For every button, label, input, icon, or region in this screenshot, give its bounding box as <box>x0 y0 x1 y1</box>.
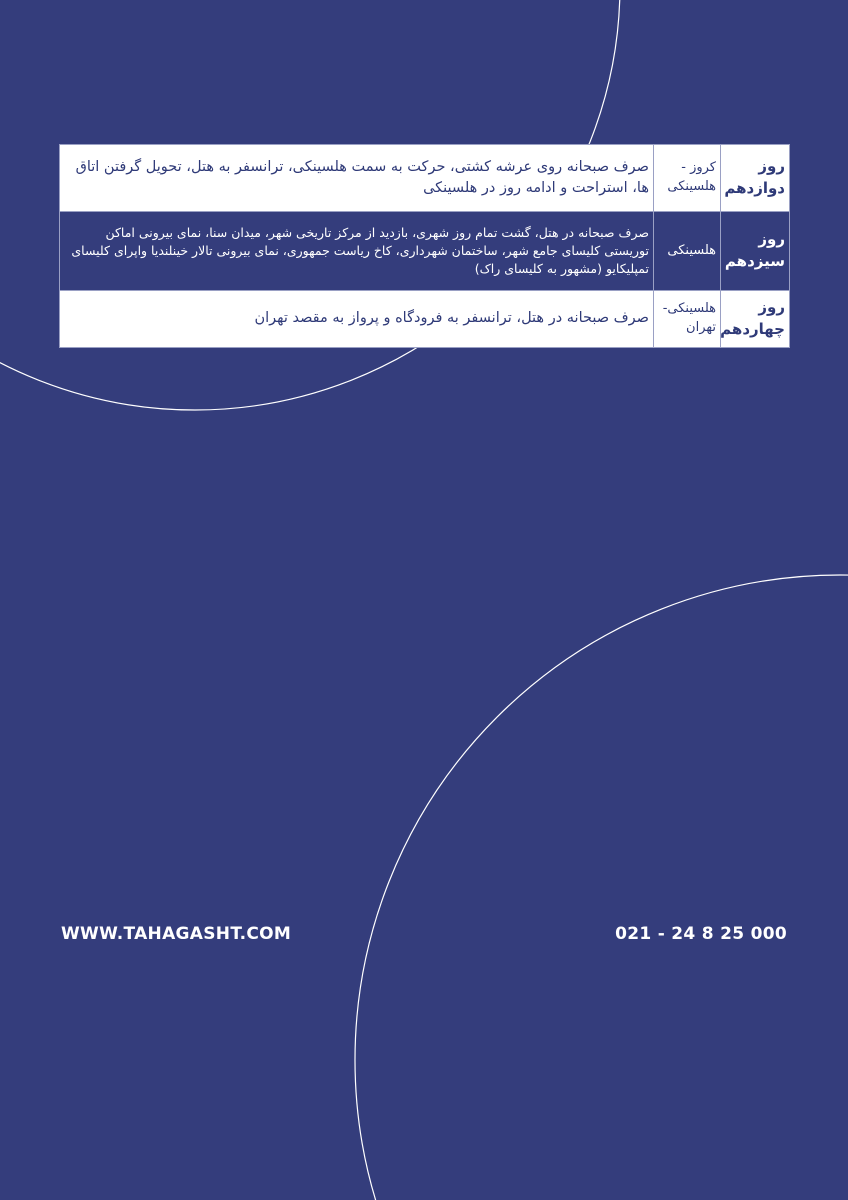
decorative-circle-bottom <box>355 575 848 1200</box>
city-cell: هلسینکی- تهران <box>654 291 721 348</box>
table-row <box>60 291 790 348</box>
website-link[interactable]: WWW.TAHAGASHT.COM <box>61 924 292 944</box>
city-cell: کروز - هلسینکی <box>654 145 721 212</box>
table-row <box>60 145 790 212</box>
day-cell: روز سیزدهم <box>721 212 790 291</box>
description-cell: صرف صبحانه در هتل، گشت تمام روز شهری، بازدید از مرکز تاریخی شهر، میدان سنا، نمای بیرونی اماکن توریستی کلیسای جامع شهر، ساختمان شهرداری، کاخ ریاست جمهوری، نمای بیرونی تالار خینلندیا واپرای کلیسای تمپلیکایو (مشهور به کلیسای راک) <box>60 212 654 291</box>
day-cell: روز چهاردهم <box>721 291 790 348</box>
itinerary-table <box>59 144 790 348</box>
city-cell: هلسینکی <box>654 212 721 291</box>
description-cell: صرف صبحانه روی عرشه کشتی، حرکت به سمت هلسینکی، ترانسفر به هتل، تحویل گرفتن اتاق ها، استراحت و ادامه روز در هلسینکی <box>60 145 654 212</box>
description-cell: صرف صبحانه در هتل، ترانسفر به فرودگاه و پرواز به مقصد تهران <box>60 291 654 348</box>
day-cell: روز دوازدهم <box>721 145 790 212</box>
phone-number: 021 - 24 8 25 000 <box>615 924 787 944</box>
table-row <box>60 212 790 291</box>
